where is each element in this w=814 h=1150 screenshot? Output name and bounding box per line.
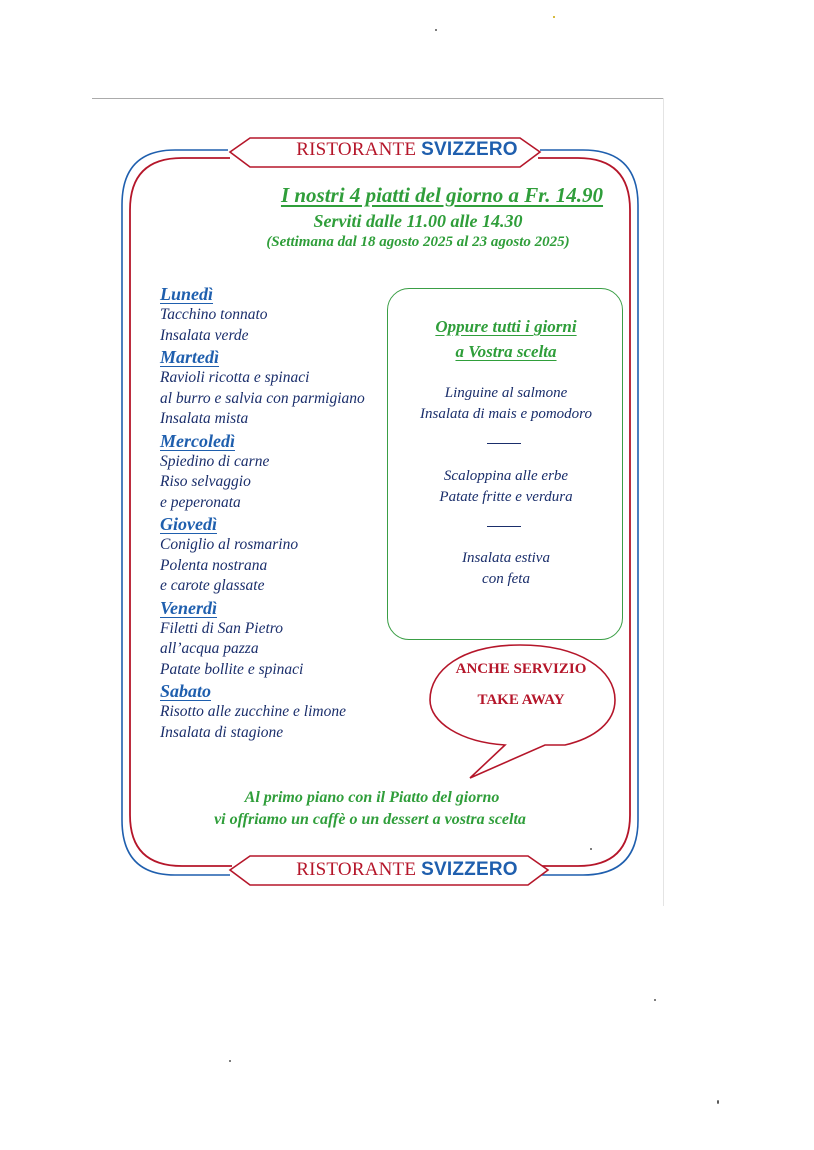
day-name: Giovedì — [160, 514, 217, 534]
footer-line1: Al primo piano con il Piatto del giorno — [244, 789, 500, 806]
banner-top-ristorante: RISTORANTE — [296, 139, 417, 160]
scan-speck — [590, 848, 592, 850]
banner-bottom-ristorante: RISTORANTE — [296, 859, 417, 880]
dish: Coniglio al rosmarino — [160, 536, 299, 553]
footer-line2: vi offriamo un caffè o un dessert a vostra scelta — [214, 811, 526, 828]
scan-speck — [654, 999, 656, 1001]
choice-title-line2: a Vostra scelta — [455, 342, 557, 361]
day-name: Sabato — [160, 681, 212, 701]
scan-speck — [553, 16, 555, 18]
day-wednesday — [160, 430, 410, 514]
scan-speck — [229, 1060, 231, 1062]
dish: Insalata mista — [160, 410, 249, 427]
dish: Spiedino di carne — [160, 452, 270, 470]
choice-dish: con feta — [482, 571, 530, 587]
day-saturday — [160, 680, 410, 743]
choice-dish: Insalata estiva — [462, 550, 550, 566]
day-name: Venerdì — [160, 597, 218, 618]
takeaway-line1: ANCHE SERVIZIO — [455, 661, 587, 677]
dish: Riso selvaggio — [160, 473, 251, 490]
dish: Insalata di stagione — [160, 723, 284, 741]
headline-week: (Settimana dal 18 agosto 2025 al 23 agosto 2025) — [266, 234, 570, 250]
takeaway-line2: TAKE AWAY — [477, 692, 565, 708]
dish: Filetti di San Pietro — [160, 619, 283, 637]
choice-title-line1: Oppure tutti i giorni — [435, 317, 577, 336]
day-monday — [160, 283, 410, 346]
choice-dish: Insalata di mais e pomodoro — [420, 406, 592, 422]
scan-speck — [717, 1100, 719, 1104]
dish: Risotto alle zucchine e limone — [160, 703, 346, 720]
weekly-menu — [160, 283, 410, 743]
headline-served: Serviti dalle 11.00 alle 14.30 — [313, 211, 523, 231]
dish: all’acqua pazza — [160, 640, 259, 657]
choice-separator — [487, 443, 521, 444]
dish: e peperonata — [160, 493, 241, 511]
choice-dish: Scaloppina alle erbe — [443, 468, 569, 484]
dish: Polenta nostrana — [160, 556, 268, 574]
scan-speck — [435, 29, 437, 31]
dish: e carote glassate — [160, 577, 265, 594]
day-name: Mercoledì — [160, 430, 235, 451]
choice-separator — [487, 526, 521, 527]
choice-dish: Linguine al salmone — [444, 385, 568, 401]
dish: Insalata verde — [160, 326, 249, 344]
dish: al burro e salvia con parmigiano — [160, 389, 365, 407]
headline-title: I nostri 4 piatti del giorno a Fr. 14.90 — [280, 183, 604, 207]
banner-top-name: SVIZZERO — [421, 139, 518, 160]
banner-top — [0, 139, 814, 161]
dish: Tacchino tonnato — [160, 306, 268, 323]
banner-bottom-name: SVIZZERO — [421, 859, 518, 880]
day-name: Martedì — [160, 347, 220, 367]
day-thursday — [160, 513, 410, 597]
banner-bottom — [0, 859, 814, 881]
dish: Patate bollite e spinaci — [160, 660, 304, 678]
dish: Ravioli ricotta e spinaci — [160, 369, 310, 386]
day-tuesday — [160, 346, 410, 430]
day-friday — [160, 597, 410, 681]
choice-dish: Patate fritte e verdura — [439, 489, 573, 505]
day-name: Lunedì — [160, 284, 214, 304]
